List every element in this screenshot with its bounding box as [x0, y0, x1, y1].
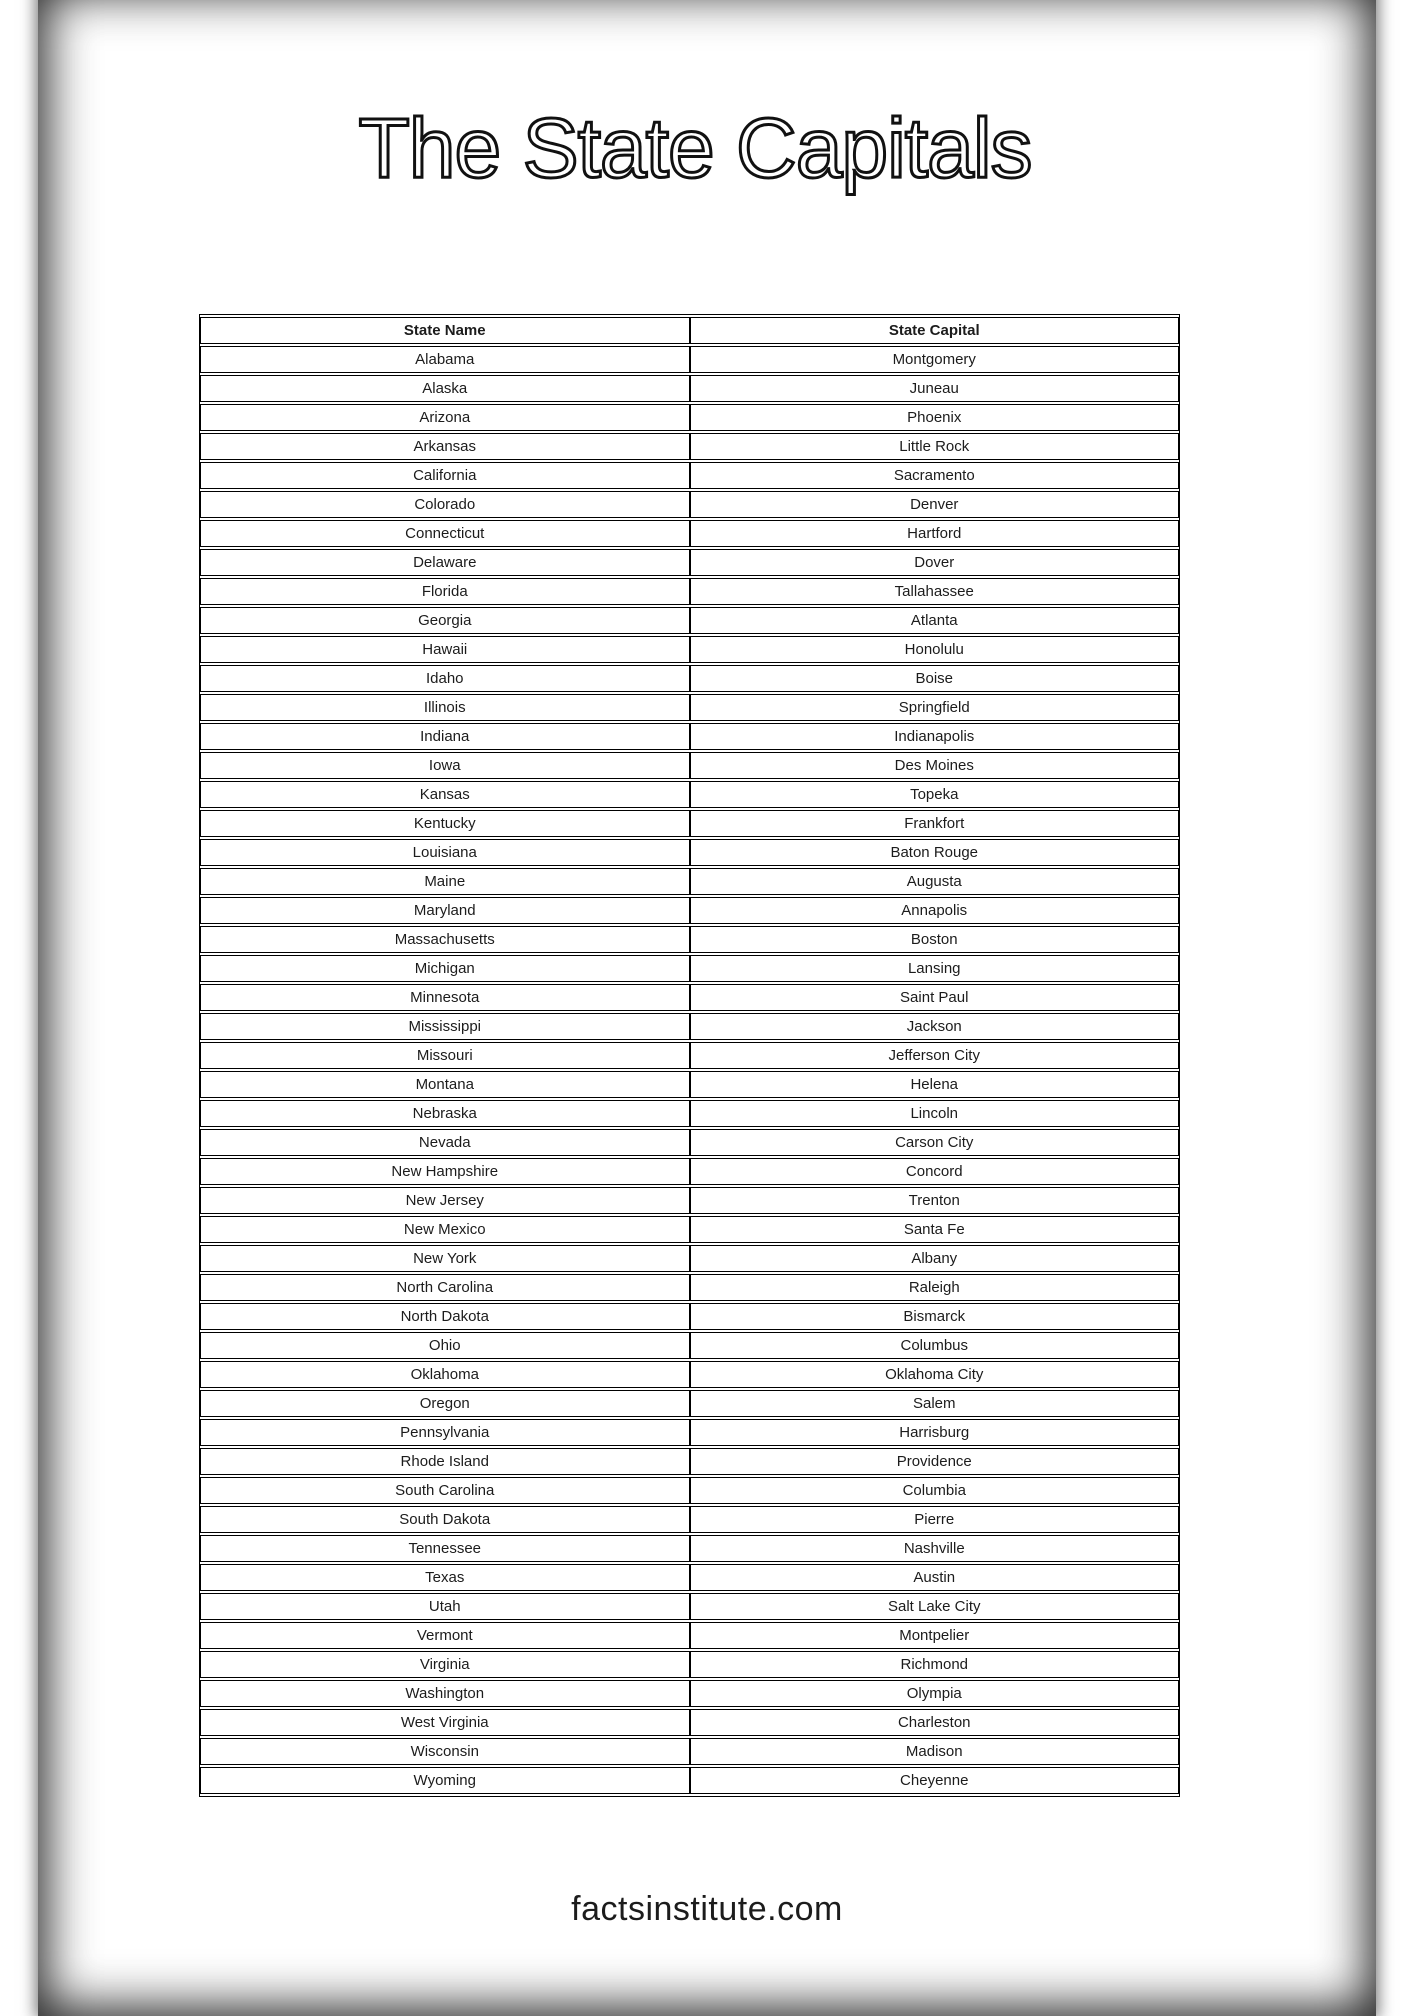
table-row — [200, 1709, 1179, 1736]
table-row — [200, 665, 1179, 692]
table-row — [200, 433, 1179, 460]
state-capital-cell: Montpelier — [690, 1622, 1180, 1649]
state-name-cell: Utah — [200, 1593, 690, 1620]
state-capital-cell: Sacramento — [690, 462, 1180, 489]
table-row — [200, 1680, 1179, 1707]
table-row — [200, 1187, 1179, 1214]
table-row — [200, 1593, 1179, 1620]
state-name-cell: Missouri — [200, 1042, 690, 1069]
state-name-cell: Washington — [200, 1680, 690, 1707]
state-capital-cell: Indianapolis — [690, 723, 1180, 750]
state-capital-cell: Austin — [690, 1564, 1180, 1591]
state-name-cell: Iowa — [200, 752, 690, 779]
state-capital-cell: Oklahoma City — [690, 1361, 1180, 1388]
table-row — [200, 1158, 1179, 1185]
table-header — [200, 317, 1179, 344]
state-name-cell: Texas — [200, 1564, 690, 1591]
table-row — [200, 694, 1179, 721]
state-name-cell: Vermont — [200, 1622, 690, 1649]
state-name-cell: North Dakota — [200, 1303, 690, 1330]
state-capital-cell: Trenton — [690, 1187, 1180, 1214]
state-name-cell: Nebraska — [200, 1100, 690, 1127]
state-name-cell: New Jersey — [200, 1187, 690, 1214]
state-capital-cell: Des Moines — [690, 752, 1180, 779]
state-capital-cell: Lincoln — [690, 1100, 1180, 1127]
column-header-state-name: State Name — [200, 317, 690, 344]
table-row — [200, 1448, 1179, 1475]
table-header-row — [200, 317, 1179, 344]
table-row — [200, 1013, 1179, 1040]
state-name-cell: Florida — [200, 578, 690, 605]
state-capitals-table — [199, 314, 1180, 1797]
state-name-cell: Hawaii — [200, 636, 690, 663]
state-name-cell: Alabama — [200, 346, 690, 373]
state-name-cell: Alaska — [200, 375, 690, 402]
state-capital-cell: Raleigh — [690, 1274, 1180, 1301]
state-name-cell: Louisiana — [200, 839, 690, 866]
table-row — [200, 549, 1179, 576]
table-row — [200, 1071, 1179, 1098]
table-row — [200, 723, 1179, 750]
state-capital-cell: Phoenix — [690, 404, 1180, 431]
state-name-cell: Wyoming — [200, 1767, 690, 1794]
state-name-cell: Idaho — [200, 665, 690, 692]
state-name-cell: South Carolina — [200, 1477, 690, 1504]
state-capital-cell: Helena — [690, 1071, 1180, 1098]
state-capital-cell: Carson City — [690, 1129, 1180, 1156]
state-capital-cell: Jackson — [690, 1013, 1180, 1040]
table-row — [200, 752, 1179, 779]
table-row — [200, 1390, 1179, 1417]
table-row — [200, 1303, 1179, 1330]
table-row — [200, 1216, 1179, 1243]
table-row — [200, 1767, 1179, 1794]
state-name-cell: Indiana — [200, 723, 690, 750]
state-name-cell: Georgia — [200, 607, 690, 634]
table-row — [200, 1738, 1179, 1765]
table-row — [200, 1361, 1179, 1388]
state-capital-cell: Columbia — [690, 1477, 1180, 1504]
state-name-cell: Kentucky — [200, 810, 690, 837]
table-body — [200, 346, 1179, 1794]
table-row — [200, 1506, 1179, 1533]
state-capital-cell: Honolulu — [690, 636, 1180, 663]
state-capital-cell: Boise — [690, 665, 1180, 692]
state-name-cell: North Carolina — [200, 1274, 690, 1301]
table-row — [200, 781, 1179, 808]
state-name-cell: Kansas — [200, 781, 690, 808]
state-capital-cell: Baton Rouge — [690, 839, 1180, 866]
table-row — [200, 868, 1179, 895]
state-name-cell: Maine — [200, 868, 690, 895]
state-capital-cell: Richmond — [690, 1651, 1180, 1678]
table-row — [200, 1564, 1179, 1591]
state-name-cell: Mississippi — [200, 1013, 690, 1040]
state-capital-cell: Annapolis — [690, 897, 1180, 924]
table-row — [200, 1477, 1179, 1504]
table-row — [200, 810, 1179, 837]
state-capital-cell: Springfield — [690, 694, 1180, 721]
state-capital-cell: Bismarck — [690, 1303, 1180, 1330]
state-name-cell: Wisconsin — [200, 1738, 690, 1765]
state-name-cell: Oregon — [200, 1390, 690, 1417]
table-row — [200, 607, 1179, 634]
table-row — [200, 1042, 1179, 1069]
state-capital-cell: Albany — [690, 1245, 1180, 1272]
state-capital-cell: Hartford — [690, 520, 1180, 547]
table-row — [200, 1274, 1179, 1301]
state-name-cell: New Mexico — [200, 1216, 690, 1243]
state-capital-cell: Charleston — [690, 1709, 1180, 1736]
state-capital-cell: Madison — [690, 1738, 1180, 1765]
state-name-cell: Ohio — [200, 1332, 690, 1359]
state-name-cell: Arkansas — [200, 433, 690, 460]
state-name-cell: Oklahoma — [200, 1361, 690, 1388]
state-capital-cell: Cheyenne — [690, 1767, 1180, 1794]
state-capital-cell: Columbus — [690, 1332, 1180, 1359]
state-name-cell: Massachusetts — [200, 926, 690, 953]
state-name-cell: West Virginia — [200, 1709, 690, 1736]
table-row — [200, 926, 1179, 953]
state-name-cell: Arizona — [200, 404, 690, 431]
state-name-cell: Tennessee — [200, 1535, 690, 1562]
state-capital-cell: Denver — [690, 491, 1180, 518]
state-capital-cell: Montgomery — [690, 346, 1180, 373]
state-capital-cell: Little Rock — [690, 433, 1180, 460]
state-name-cell: Rhode Island — [200, 1448, 690, 1475]
state-name-cell: Virginia — [200, 1651, 690, 1678]
state-name-cell: Minnesota — [200, 984, 690, 1011]
state-capital-cell: Atlanta — [690, 607, 1180, 634]
state-name-cell: New Hampshire — [200, 1158, 690, 1185]
state-name-cell: Maryland — [200, 897, 690, 924]
table-row — [200, 404, 1179, 431]
state-capital-cell: Salem — [690, 1390, 1180, 1417]
table-row — [200, 897, 1179, 924]
state-name-cell: Delaware — [200, 549, 690, 576]
state-capital-cell: Lansing — [690, 955, 1180, 982]
state-capital-cell: Dover — [690, 549, 1180, 576]
table-row — [200, 491, 1179, 518]
state-capital-cell: Jefferson City — [690, 1042, 1180, 1069]
state-capital-cell: Topeka — [690, 781, 1180, 808]
state-capital-cell: Providence — [690, 1448, 1180, 1475]
table-row — [200, 955, 1179, 982]
state-name-cell: Pennsylvania — [200, 1419, 690, 1446]
state-capital-cell: Frankfort — [690, 810, 1180, 837]
table-row — [200, 1651, 1179, 1678]
table-row — [200, 1129, 1179, 1156]
table-row — [200, 375, 1179, 402]
table-row — [200, 1535, 1179, 1562]
table-row — [200, 346, 1179, 373]
table-row — [200, 578, 1179, 605]
page-title: The State Capitals — [358, 101, 1032, 195]
state-name-cell: California — [200, 462, 690, 489]
state-capital-cell: Tallahassee — [690, 578, 1180, 605]
column-header-state-capital: State Capital — [690, 317, 1180, 344]
state-capital-cell: Augusta — [690, 868, 1180, 895]
table-row — [200, 520, 1179, 547]
table-row — [200, 1332, 1179, 1359]
state-name-cell: Nevada — [200, 1129, 690, 1156]
state-capital-cell: Olympia — [690, 1680, 1180, 1707]
state-name-cell: Montana — [200, 1071, 690, 1098]
state-capital-cell: Juneau — [690, 375, 1180, 402]
state-name-cell: South Dakota — [200, 1506, 690, 1533]
state-capital-cell: Santa Fe — [690, 1216, 1180, 1243]
table-row — [200, 839, 1179, 866]
state-name-cell: New York — [200, 1245, 690, 1272]
state-capital-cell: Salt Lake City — [690, 1593, 1180, 1620]
state-capital-cell: Boston — [690, 926, 1180, 953]
table-row — [200, 1245, 1179, 1272]
state-capital-cell: Pierre — [690, 1506, 1180, 1533]
state-capital-cell: Saint Paul — [690, 984, 1180, 1011]
state-capital-cell: Harrisburg — [690, 1419, 1180, 1446]
table-row — [200, 636, 1179, 663]
state-capital-cell: Concord — [690, 1158, 1180, 1185]
state-capital-cell: Nashville — [690, 1535, 1180, 1562]
table-row — [200, 1100, 1179, 1127]
table-row — [200, 984, 1179, 1011]
state-name-cell: Illinois — [200, 694, 690, 721]
table-row — [200, 1419, 1179, 1446]
table-row — [200, 462, 1179, 489]
footer-website: factsinstitute.com — [571, 1890, 843, 1928]
state-name-cell: Colorado — [200, 491, 690, 518]
table-row — [200, 1622, 1179, 1649]
state-name-cell: Michigan — [200, 955, 690, 982]
state-name-cell: Connecticut — [200, 520, 690, 547]
